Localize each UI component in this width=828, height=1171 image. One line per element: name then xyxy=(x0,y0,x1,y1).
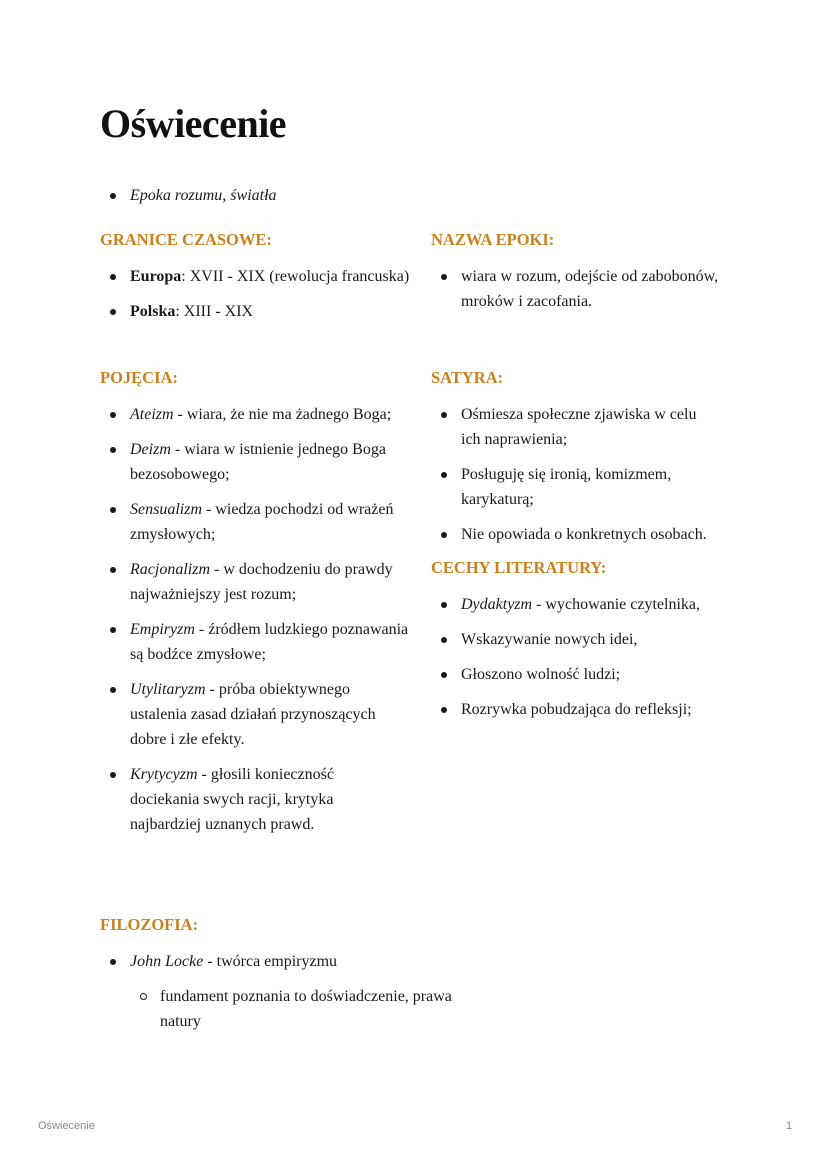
list-item xyxy=(100,402,410,427)
definition: : XIII - XIX xyxy=(175,303,254,320)
list-item xyxy=(100,677,410,752)
definition: - wiedza pochodzi od wrażeń zmysłowych; xyxy=(130,501,394,543)
page-number: 1 xyxy=(786,1120,793,1132)
list-item xyxy=(100,299,410,324)
list-item: Głoszono wolność ludzi; xyxy=(431,662,731,687)
list-item xyxy=(100,437,410,487)
definition: - wiara, że nie ma żadnego Boga; xyxy=(173,406,392,423)
footer-title: Oświecenie xyxy=(38,1120,95,1132)
list-item: Ośmiesza społeczne zjawiska w celu ich naprawienia; xyxy=(431,402,716,452)
list-item xyxy=(100,617,410,667)
term: Dydaktyzm xyxy=(461,596,533,613)
intro-section xyxy=(100,183,440,218)
term: Europa xyxy=(130,268,182,285)
term: Sensualizm xyxy=(130,501,202,518)
definition: - wiara w istnienie jednego Boga bezosobowego; xyxy=(130,441,386,483)
section-heading-filozofia: FILOZOFIA: xyxy=(100,915,199,934)
filozofia-section xyxy=(100,915,480,1044)
list-item xyxy=(100,183,440,208)
list-item xyxy=(431,592,731,617)
term: Racjonalizm xyxy=(130,561,210,578)
list-item: Rozrywka pobudzająca do refleksji; xyxy=(431,697,731,722)
term: Polska xyxy=(130,303,176,320)
pojecia-section xyxy=(100,368,410,847)
page-title: Oświecenie xyxy=(100,101,287,146)
definition: - wychowanie czytelnika, xyxy=(532,596,701,613)
list-item: Nie opowiada o konkretnych osobach. xyxy=(431,522,731,547)
list-item: Wskazywanie nowych idei, xyxy=(431,627,731,652)
section-heading-nazwa: NAZWA EPOKI: xyxy=(431,230,555,249)
sub-list-item: fundament poznania to doświadczenie, prawa natury xyxy=(130,984,480,1034)
definition: - źródłem ludzkiego poznawania są bodźce zmysłowe; xyxy=(130,621,409,663)
term: Ateizm xyxy=(130,406,174,423)
definition: - w dochodzeniu do prawdy najważniejszy jest rozum; xyxy=(130,561,393,603)
granice-section xyxy=(100,230,410,334)
list-item xyxy=(100,497,410,547)
term: Deizm xyxy=(130,441,171,458)
definition: - twórca empiryzmu xyxy=(203,953,338,970)
satyra-section xyxy=(431,368,731,557)
list-item xyxy=(100,762,380,837)
list-item xyxy=(100,949,480,1034)
section-heading-pojecia: POJĘCIA: xyxy=(100,368,178,387)
list-item: Posługuję się ironią, komizmem, karykaturą; xyxy=(431,462,716,512)
section-heading-satyra: SATYRA: xyxy=(431,368,504,387)
nazwa-section xyxy=(431,230,721,324)
section-heading-granice: GRANICE CZASOWE: xyxy=(100,230,272,249)
term: Empiryzm xyxy=(130,621,195,638)
term: Utylitaryzm xyxy=(130,681,206,698)
section-heading-cechy: CECHY LITERATURY: xyxy=(431,558,607,577)
list-item xyxy=(100,557,410,607)
definition: - próba obiektywnego ustalenia zasad działań przynoszących dobre i złe efekty. xyxy=(130,681,376,748)
term: John Locke xyxy=(130,953,204,970)
intro-text: Epoka rozumu, światła xyxy=(130,187,277,204)
list-item: wiara w rozum, odejście od zabobonów, mroków i zacofania. xyxy=(431,264,721,314)
definition: : XVII - XIX (rewolucja francuska) xyxy=(181,268,410,285)
term: Krytycyzm xyxy=(130,766,198,783)
cechy-section xyxy=(431,558,731,732)
definition: - głosili konieczność dociekania swych racji, krytyka najbardziej uznanych prawd. xyxy=(130,766,334,833)
list-item xyxy=(100,264,410,289)
